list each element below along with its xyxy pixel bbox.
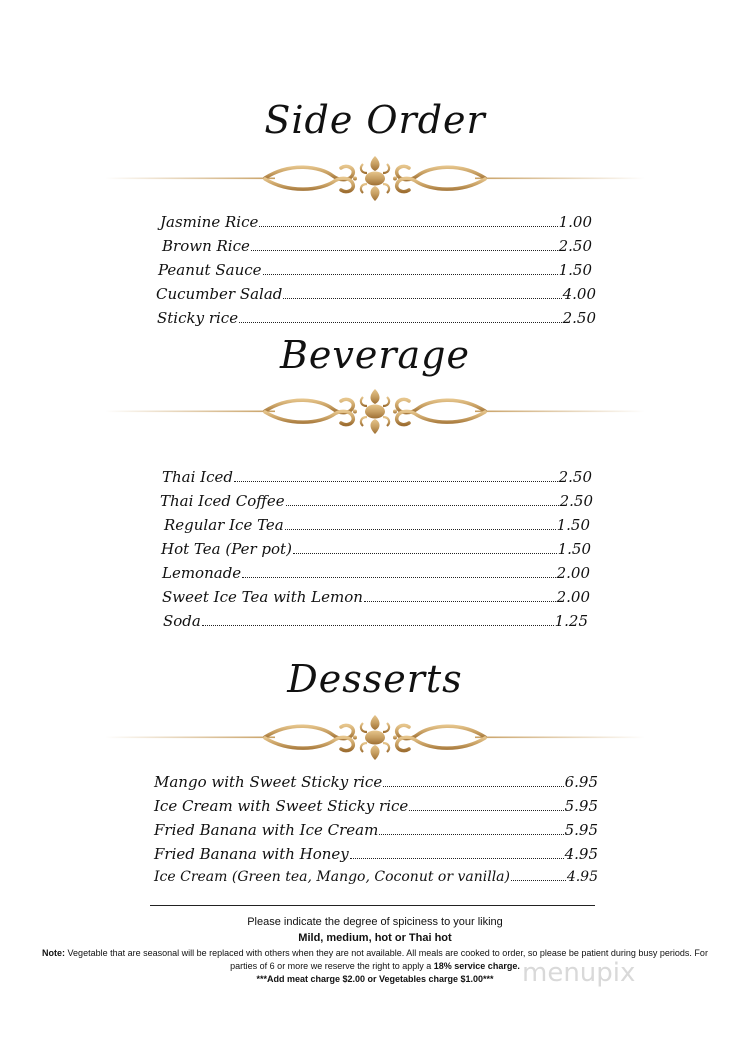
extra-charge-note: ***Add meat charge $2.00 or Vegetables charge $1.00*** xyxy=(256,974,494,984)
watermark-logo: menupix xyxy=(522,958,636,988)
menu-item: Sticky rice 2.50 xyxy=(157,309,596,327)
menu-item: Fried Banana with Honey 4.95 xyxy=(154,845,598,863)
ornament-divider-icon xyxy=(105,154,645,204)
menu-item: Jasmine Rice 1.00 xyxy=(160,213,592,231)
ornament-divider-icon xyxy=(105,713,645,763)
section-title-side-order: Side Order xyxy=(264,98,486,142)
menu-item: Regular Ice Tea 1.50 xyxy=(164,516,590,534)
note-text: Vegetable that are seasonal will be replaced with others when they are not available. All meals are cooked to order, so please be patient during busy periods. For parties of 6 or more we reserve the right to apply a xyxy=(65,948,708,971)
menu-item: Ice Cream with Sweet Sticky rice 5.95 xyxy=(154,797,598,815)
section-title-beverage: Beverage xyxy=(279,333,470,377)
menu-item: Sweet Ice Tea with Lemon 2.00 xyxy=(162,588,590,606)
menu-item: Cucumber Salad 4.00 xyxy=(156,285,596,303)
note-label: Note: xyxy=(42,948,66,958)
section-title-desserts: Desserts xyxy=(287,657,463,701)
menu-item: Brown Rice 2.50 xyxy=(162,237,592,255)
menu-item: Thai Iced Coffee 2.50 xyxy=(160,492,593,510)
spiciness-note: Please indicate the degree of spiciness to your liking xyxy=(247,916,503,928)
menu-item: Fried Banana with Ice Cream 5.95 xyxy=(154,821,598,839)
spiciness-levels: Mild, medium, hot or Thai hot xyxy=(298,932,452,944)
ornament-divider-icon xyxy=(105,387,645,437)
menu-item: Hot Tea (Per pot) 1.50 xyxy=(161,540,591,558)
menu-item: Soda 1.25 xyxy=(163,612,588,630)
menu-item: Ice Cream (Green tea, Mango, Coconut or vanilla) 4.95 xyxy=(154,869,598,885)
service-charge: 18% service charge. xyxy=(433,961,520,971)
menu-item: Mango with Sweet Sticky rice 6.95 xyxy=(154,773,598,791)
menu-item: Thai Iced 2.50 xyxy=(162,468,592,486)
footer-divider xyxy=(150,905,595,906)
menu-item: Peanut Sauce 1.50 xyxy=(158,261,592,279)
menu-item: Lemonade 2.00 xyxy=(162,564,590,582)
